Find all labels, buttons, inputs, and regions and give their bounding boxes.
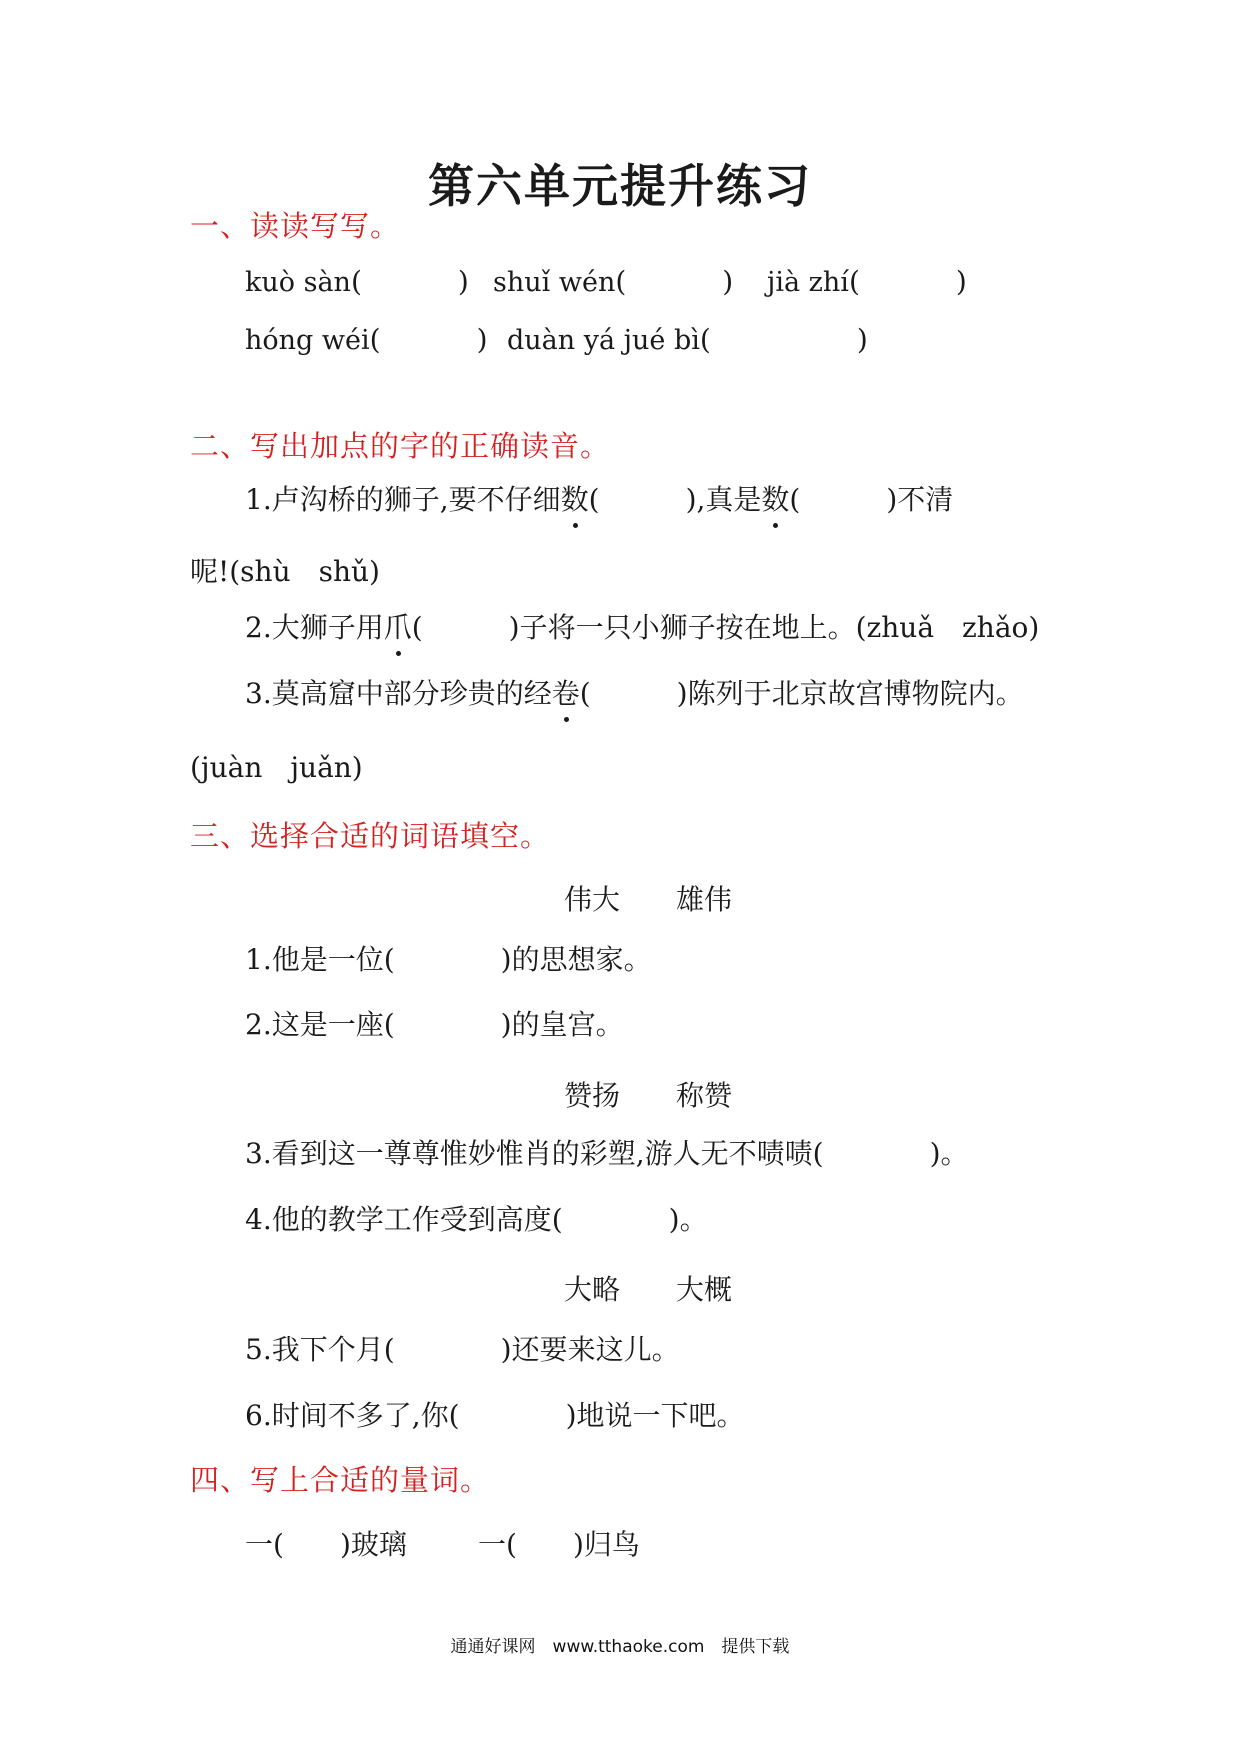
- question-3-4: 4.他的教学工作受到高度( )。: [245, 1203, 708, 1236]
- word-option: 大概: [676, 1273, 733, 1306]
- question-text: 1.他是一位: [245, 943, 384, 976]
- footer-download-note: 通通好课网 www.tthaoke.com 提供下载: [450, 1637, 790, 1657]
- section-4-heading: 四、写上合适的量词。: [190, 1463, 491, 1497]
- question-3-3: 3.看到这一尊尊惟妙惟肖的彩塑,游人无不啧啧( )。: [245, 1137, 969, 1170]
- word-choice-group-2: [564, 1074, 732, 1114]
- word-option: 伟大: [564, 883, 621, 916]
- dotted-char: 数: [561, 480, 589, 520]
- question-text: )玻璃: [339, 1528, 407, 1561]
- question-text: )。: [929, 1137, 969, 1170]
- pinyin-item-2: shuǐ wén( ): [493, 265, 734, 298]
- word-option: 赞扬: [564, 1079, 621, 1112]
- section-1-heading: 一、读读写写。: [190, 209, 401, 243]
- pinyin-text: kuò sàn: [245, 267, 351, 298]
- question-3-6: 6.时间不多了,你( )地说一下吧。: [245, 1399, 745, 1432]
- pinyin-item-3: jià zhí( ): [767, 265, 967, 298]
- question-text: 3.看到这一尊尊惟妙惟肖的彩塑,游人无不啧啧: [245, 1137, 813, 1170]
- question-text: 2.这是一座: [245, 1008, 384, 1041]
- measure-word-item-1: 一( )玻璃: [245, 1528, 407, 1561]
- question-text: )陈列于北京故宫博物院内。: [676, 677, 1024, 710]
- pinyin-item-4: hóng wéi( ): [245, 323, 488, 356]
- question-3-1: 1.他是一位( )的思想家。: [245, 943, 652, 976]
- word-choice-group-3: [564, 1268, 732, 1308]
- section-3-heading: 三、选择合适的词语填空。: [190, 819, 551, 853]
- question-text: )归鸟: [572, 1528, 640, 1561]
- question-text: 1.卢沟桥的狮子,要不仔细: [245, 483, 561, 516]
- section-2-heading: 二、写出加点的字的正确读音。: [190, 429, 611, 463]
- pinyin-text: duàn yá jué bì: [507, 325, 700, 356]
- question-text: )不清: [886, 483, 954, 516]
- question-text: 一: [245, 1528, 274, 1561]
- question-text: )子将一只小狮子按在地上。(zhuǎ zhǎo): [508, 611, 1040, 644]
- question-text: )的皇宫。: [500, 1008, 624, 1041]
- word-option: 称赞: [676, 1079, 733, 1112]
- dotted-char: 爪: [384, 608, 412, 648]
- question-3-2: 2.这是一座( )的皇宫。: [245, 1008, 624, 1041]
- page-title: 第六单元提升练习: [428, 159, 812, 213]
- pinyin-item-5: duàn yá jué bì( ): [507, 323, 868, 356]
- question-2-3: 3.莫高窟中部分珍贵的经卷( )陈列于北京故宫博物院内。: [245, 674, 1024, 714]
- question-text: )的思想家。: [500, 943, 652, 976]
- dotted-char: 卷: [552, 674, 580, 714]
- word-option: 雄伟: [676, 883, 733, 916]
- question-text: 5.我下个月: [245, 1333, 384, 1366]
- question-2-3-continued: (juàn juǎn): [190, 751, 363, 784]
- pinyin-text: jià zhí: [767, 267, 849, 298]
- question-text: 2.大狮子用: [245, 611, 384, 644]
- question-2-1: 1.卢沟桥的狮子,要不仔细数( ),真是数( )不清: [245, 480, 953, 520]
- question-text: )还要来这儿。: [500, 1333, 680, 1366]
- pinyin-item-1: kuò sàn( ): [245, 265, 469, 298]
- question-text: 3.莫高窟中部分珍贵的经: [245, 677, 552, 710]
- dotted-char: 数: [761, 480, 789, 520]
- question-text: 一: [478, 1528, 507, 1561]
- pinyin-text: hóng wéi: [245, 325, 370, 356]
- measure-word-item-2: 一( )归鸟: [478, 1528, 640, 1561]
- question-2-1-continued: 呢!(shù shǔ): [190, 555, 380, 588]
- question-text: )地说一下吧。: [565, 1399, 745, 1432]
- word-option: 大略: [564, 1273, 621, 1306]
- question-2-2: 2.大狮子用爪( )子将一只小狮子按在地上。(zhuǎ zhǎo): [245, 608, 1039, 648]
- question-text: 6.时间不多了,你: [245, 1399, 449, 1432]
- pinyin-text: shuǐ wén: [493, 267, 616, 298]
- question-3-5: 5.我下个月( )还要来这儿。: [245, 1333, 680, 1366]
- question-text: ),真是: [685, 483, 762, 516]
- word-choice-group-1: [564, 878, 732, 918]
- question-text: 4.他的教学工作受到高度: [245, 1203, 552, 1236]
- question-text: )。: [668, 1203, 708, 1236]
